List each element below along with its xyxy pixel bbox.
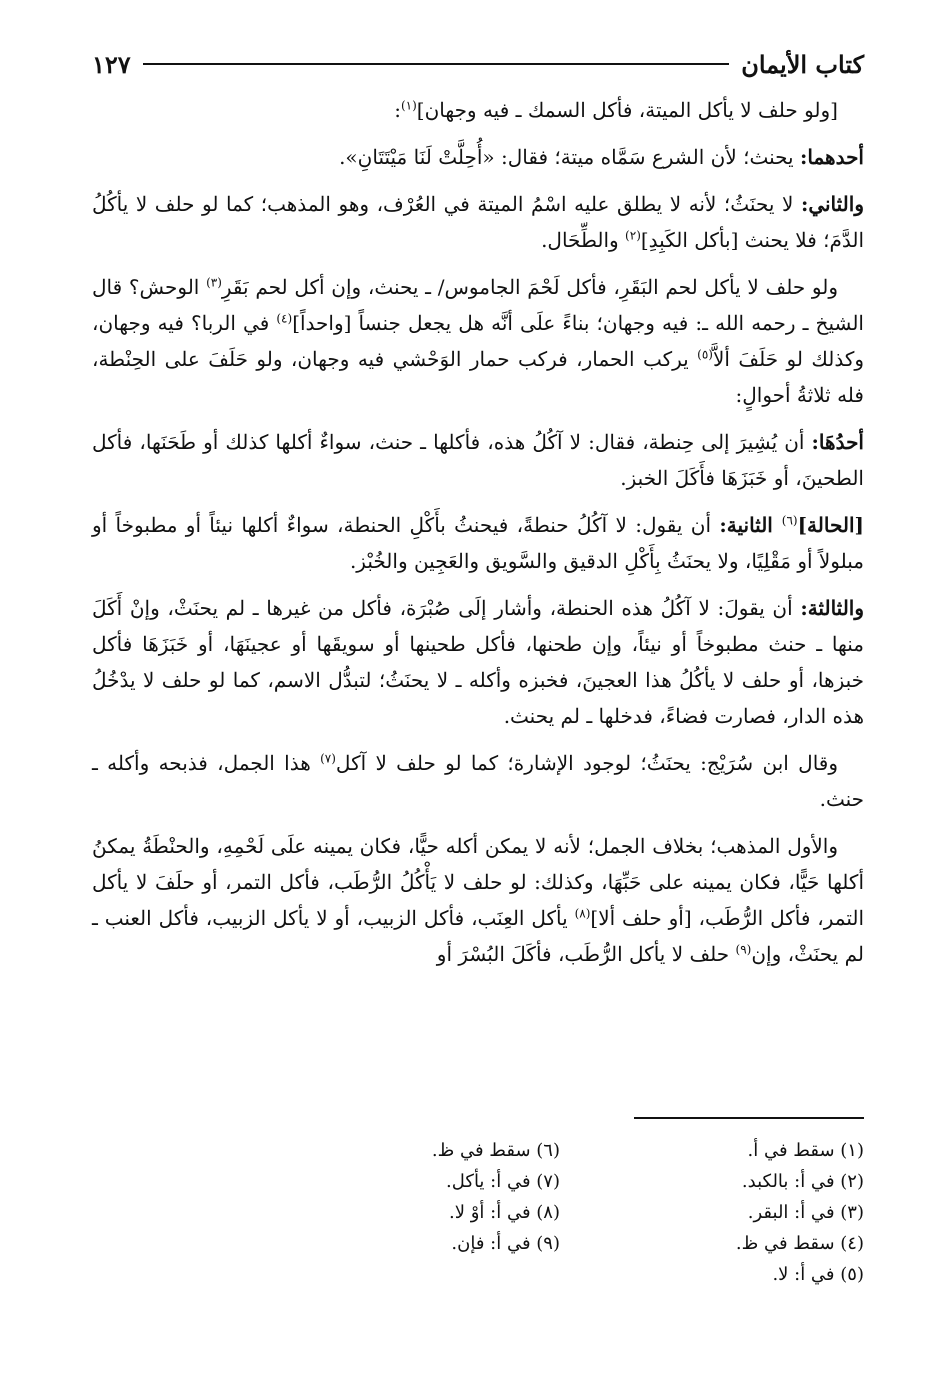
footnote-ref: (٣)	[206, 275, 222, 290]
paragraph	[92, 92, 864, 128]
paragraph	[92, 269, 864, 413]
lead-term: [الحالة]	[797, 513, 864, 537]
main-text	[92, 92, 864, 983]
text-run: :	[394, 98, 401, 122]
text-run: والطِّحَال.	[541, 228, 626, 252]
text-run: والأول المذهب؛ بخلاف الجمل؛ لأنه لا يمكن أكله حيًّا، فكان يمينه علَى لَحْمِهِ، والحنْطَةُ يمكنُ أكلها حَيًّا، فكان يمينه على حَبِّهَا، وكذلك: لو حلف لا يَأْكُلُ الرُّطَب، فأكل التمر، أو حلَفَ لا يأكل التمر، فأكل الرُّطَب، [أو حلف ألا]	[92, 834, 865, 930]
lead-term: والثاني:	[800, 192, 864, 216]
footnote: (٤) سقط في ظ.	[735, 1233, 864, 1254]
chapter-title: كتاب الأيمان	[741, 49, 864, 79]
text-run: لا يحنَثُ؛ لأنه لا يطلق عليه اسْمُ الميتة في العُرْف، وهو المذهب؛ كما لو حلف لا يأكُلُ الدَّمَ؛ فلا يحنث [بأكل الكَبِدِ]	[92, 192, 864, 252]
footnote-ref: (٩)	[735, 942, 752, 957]
text-run: ولو حلف لا يأكل لحم البَقَرِ، فأكل لَحْمَ الجاموس/ ـ يحنث، وإن أكل لحم بَقَرِ	[221, 275, 839, 299]
text-run: وقال ابن سُرَيْج: يحنَثُ؛ لوجود الإشارة؛ كما لو حلف لا آكل	[335, 751, 839, 775]
paragraph	[92, 507, 864, 579]
text-run: يحنث؛ لأن الشرع سَمَّاه ميتة؛ فقال: «أُحِلَّتْ لَنَا مَيْتَتَانِ».	[339, 145, 800, 169]
footnotes-left-column	[300, 1135, 560, 1290]
footnote-ref: (٢)	[625, 228, 641, 243]
footnote: (٦) سقط في ظ.	[431, 1140, 560, 1161]
footnote: (٥) في أ: لا.	[772, 1264, 864, 1285]
page-number: ١٢٧	[92, 49, 131, 79]
lead-term: الثانية:	[719, 513, 782, 537]
header-rule	[143, 63, 730, 65]
lead-term: والثالثة:	[800, 596, 864, 620]
paragraph	[92, 745, 864, 817]
text-run: هذا الجمل، فذبحه وأكله ـ حنث.	[92, 751, 864, 811]
text-run: الوحش؟ قال الشيخ ـ رحمه الله ـ: فيه وجهان؛ بناءً علَى أنَّه هل يجعل جنساً [واحداً]	[92, 275, 864, 335]
footnote-ref: (٦)	[781, 513, 798, 528]
footnote: (٨) في أ: أوْ لا.	[449, 1202, 560, 1223]
footnote: (٧) في أ: يأكل.	[446, 1171, 560, 1192]
paragraph	[92, 186, 864, 258]
text-run: أن يقول: لا آكُلُ حنطةً، فيحنثُ بأَكْلِ الحنطة، سواءٌ أكلها نيئاً أو مطبوخاً أو مبلولاً أو مَقْلِيًا، ولا يحنَثُ بِأَكْلِ الدقيق والسَّويق والعَجِين والخُبْز.	[92, 513, 864, 573]
footnote: (٣) في أ: البقر.	[747, 1202, 864, 1223]
footnote-ref: (٧)	[320, 751, 336, 766]
footnote-ref: (١)	[400, 98, 417, 113]
paragraph	[92, 139, 864, 175]
lead-term: أحدهما:	[799, 145, 864, 169]
footnote: (٢) في أ: بالكبد.	[741, 1171, 864, 1192]
footnotes-right-column	[604, 1135, 864, 1290]
text-run: في الربا؟ فيه وجهان، وكذلك لو حَلَفَ ألاَّ	[92, 311, 864, 371]
footnotes	[300, 1135, 864, 1290]
paragraph	[92, 424, 864, 496]
lead-term: أحدُهَا:	[811, 430, 864, 454]
text-run: يأكل العِنَب، فأكل الزبيب، أو لا يأكل الزبيب، فأكل العنب ـ لم يحنَثْ، وإن	[92, 906, 864, 966]
footnote-ref: (٥)	[697, 347, 713, 362]
footnote-rule	[634, 1117, 864, 1119]
footnote: (١) سقط في أ.	[747, 1140, 864, 1161]
text-run: [ولو حلف لا يأكل الميتة، فأكل السمك ـ فيه وجهان]	[416, 98, 838, 122]
paragraph	[92, 590, 864, 734]
footnote-ref: (٤)	[276, 311, 293, 326]
text-run: أن يقولَ: لا آكُلُ هذه الحنطة، وأشار إلَى صُبْرَة، فأكل من غيرها ـ لم يحنَثْ، وإنْ أَكَلَ منها ـ حنث مطبوخاً أو نيئاً، وإن طحنها، فأكل طحينها أو سويقَها أو عجينَهَا، أو خَبَزَهَا فأكل خبزها، أو حلف لا يأكُلُ هذا العجينَ، فخبزه وأكله ـ لا يحنَثُ؛ لتبدُّل الاسم، كما لو حلف لا يدْخُلُ هذه الدار، فصارت فضاءً، فدخلها ـ لم يحنث.	[92, 596, 864, 728]
footnote: (٩) في أ: فإن.	[451, 1233, 560, 1254]
text-run: يركب الحمار، فركب حمار الوَحْشي فيه وجهان، ولو حَلَفَ على الحِنْطة، فله ثلاثةُ أحوالٍ:	[92, 347, 864, 407]
paragraph	[92, 828, 864, 972]
footnote-ref: (٨)	[574, 906, 591, 921]
text-run: أن يُشِيرَ إلى حِنطة، فقال: لا آكُلُ هذه، فأكلها ـ حنث، سواءٌ أكلها كذلك أو طَحَنَها، فأكل الطحينَ، أو خَبَزَهَا فأَكَلَ الخبز.	[92, 430, 864, 490]
running-header	[92, 44, 864, 84]
text-run: حلف لا يأكل الرُّطَب، فأكَلَ البُسْرَ أو	[436, 942, 736, 966]
